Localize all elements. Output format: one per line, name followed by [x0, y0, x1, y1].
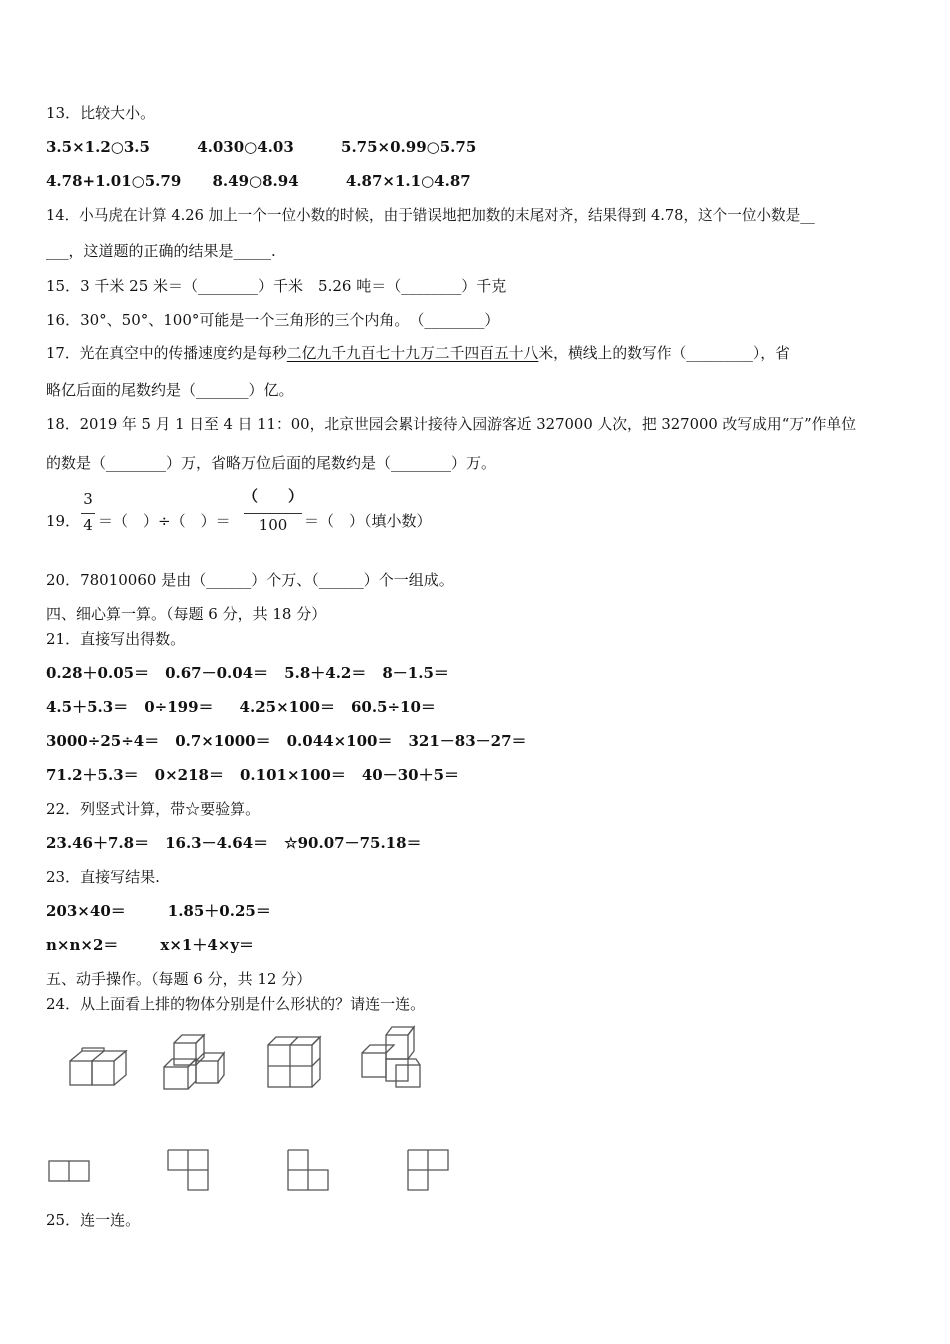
q21-item: 40－30＋5＝: [361, 766, 460, 784]
q20: 20．78010060 是由（______）个万、（______）个一组成。: [46, 571, 454, 589]
top-view-1: [48, 1160, 92, 1182]
q23-row1: [46, 901, 271, 921]
q22-row: [46, 833, 422, 853]
q19-fraction-3-4: [80, 490, 96, 538]
q13-item: 4.030○4.03: [197, 138, 294, 156]
section-5-title: 五、动手操作。（每题 6 分，共 12 分）: [46, 970, 312, 988]
cube-stack-4: [356, 1025, 426, 1091]
q19-frac1-numerator: 3: [83, 490, 93, 508]
q13-item: 4.87×1.1○4.87: [345, 172, 471, 190]
q22-item: 23.46＋7.8＝: [46, 834, 150, 852]
q21-item: 4.5＋5.3＝: [46, 698, 129, 716]
q13-row1: [46, 137, 476, 157]
cube-stack-1: [66, 1045, 126, 1090]
fraction-bar: [81, 513, 95, 514]
q18-line1: 18．2019 年 5 月 1 日至 4 日 11：00，北京世园会累计接待入园游客近 327000 人次，把 327000 改写成用“万”作单位: [46, 416, 857, 433]
q21-item: 321－83－27＝: [408, 732, 527, 750]
q21-row: [46, 765, 459, 785]
q13-item: 4.78+1.01○5.79: [46, 172, 182, 190]
cube-stack-2: [160, 1033, 226, 1093]
q24-title: 24．从上面看上排的物体分别是什么形状的？请连一连。: [46, 995, 426, 1013]
top-view-3: [286, 1148, 330, 1192]
q23-item: 203×40＝: [46, 902, 126, 920]
q21-item: 60.5÷10＝: [350, 698, 436, 716]
q23-item: n×n×2＝: [46, 936, 119, 954]
q19-frac1-denominator: 4: [83, 516, 93, 534]
q14-line2: ___，这道题的正确的结果是_____.: [46, 242, 276, 260]
q23-row2: [46, 935, 254, 955]
q21-item: 0.044×100＝: [286, 732, 393, 750]
fraction-bar: [244, 513, 302, 514]
q14-line1: 14．小马虎在计算 4.26 加上一个一位小数的时候，由于错误地把加数的末尾对齐，结果得到 4.78，这个一位小数是__: [46, 207, 815, 224]
q21-item: 4.25×100＝: [239, 698, 335, 716]
q19-fraction-over-100: [242, 485, 304, 541]
q19-frac2-denominator: 100: [258, 516, 288, 534]
q21-row: [46, 697, 436, 717]
q19-label: 19．: [46, 512, 81, 530]
q23-item: x×1＋4×y＝: [160, 936, 255, 954]
q21-row: [46, 663, 449, 683]
q19-mid: ＝（ ）÷（ ）＝: [98, 512, 231, 530]
q21-item: 0.28＋0.05＝: [46, 664, 150, 682]
top-view-4: [406, 1148, 452, 1192]
q21-item: 71.2＋5.3＝: [46, 766, 139, 784]
q21-item: 8－1.5＝: [382, 664, 449, 682]
q22-item: 16.3－4.64＝: [165, 834, 269, 852]
q22-item: ☆90.07－75.18＝: [284, 834, 422, 852]
q21-item: 0.101×100＝: [239, 766, 346, 784]
q17-prefix: 17．光在真空中的传播速度约是每秒: [46, 345, 287, 362]
q17-line1: [46, 344, 790, 364]
q13-item: 8.49○8.94: [212, 172, 299, 190]
q17-line2: 略亿后面的尾数约是（_______）亿。: [46, 381, 294, 399]
q25-title: 25．连一连。: [46, 1211, 141, 1229]
q13-item: 5.75×0.99○5.75: [341, 138, 477, 156]
q21-row: [46, 731, 527, 751]
q21-item: 0÷199＝: [144, 698, 214, 716]
q19-tail: ＝（ ）（填小数）: [304, 512, 432, 530]
q13-row2: [46, 171, 471, 191]
q21-item: 3000÷25÷4＝: [46, 732, 160, 750]
q21-item: 5.8＋4.2＝: [284, 664, 367, 682]
q17-suffix: 米，横线上的数写作（_________），省: [538, 345, 790, 362]
q21-item: 0×218＝: [154, 766, 224, 784]
cube-stack-3: [262, 1033, 324, 1091]
q17-underlined-number: 二亿九千九百七十九万二千四百五十八: [286, 345, 539, 362]
q23-title: 23．直接写结果.: [46, 868, 160, 886]
top-view-2: [166, 1148, 210, 1192]
q22-title: 22．列竖式计算，带☆要验算。: [46, 800, 261, 818]
q13-item: 3.5×1.2○3.5: [46, 138, 150, 156]
q21-title: 21．直接写出得数。: [46, 630, 186, 648]
q21-item: 0.67－0.04＝: [165, 664, 269, 682]
q23-item: 1.85＋0.25＝: [167, 902, 271, 920]
q21-item: 0.7×1000＝: [175, 732, 271, 750]
section-4-title: 四、细心算一算。（每题 6 分，共 18 分）: [46, 605, 327, 623]
q16: 16．30°、50°、100°可能是一个三角形的三个内角。 （________）: [46, 311, 500, 329]
q15: 15．3 千米 25 米＝（________）千米 5.26 吨＝（________）千克: [46, 277, 507, 295]
q13-title: 13．比较大小。: [46, 104, 156, 122]
q18-line2: 的数是（________）万，省略万位后面的尾数约是（________）万。: [46, 454, 497, 472]
q19-frac2-numerator: （ ）: [242, 487, 303, 505]
